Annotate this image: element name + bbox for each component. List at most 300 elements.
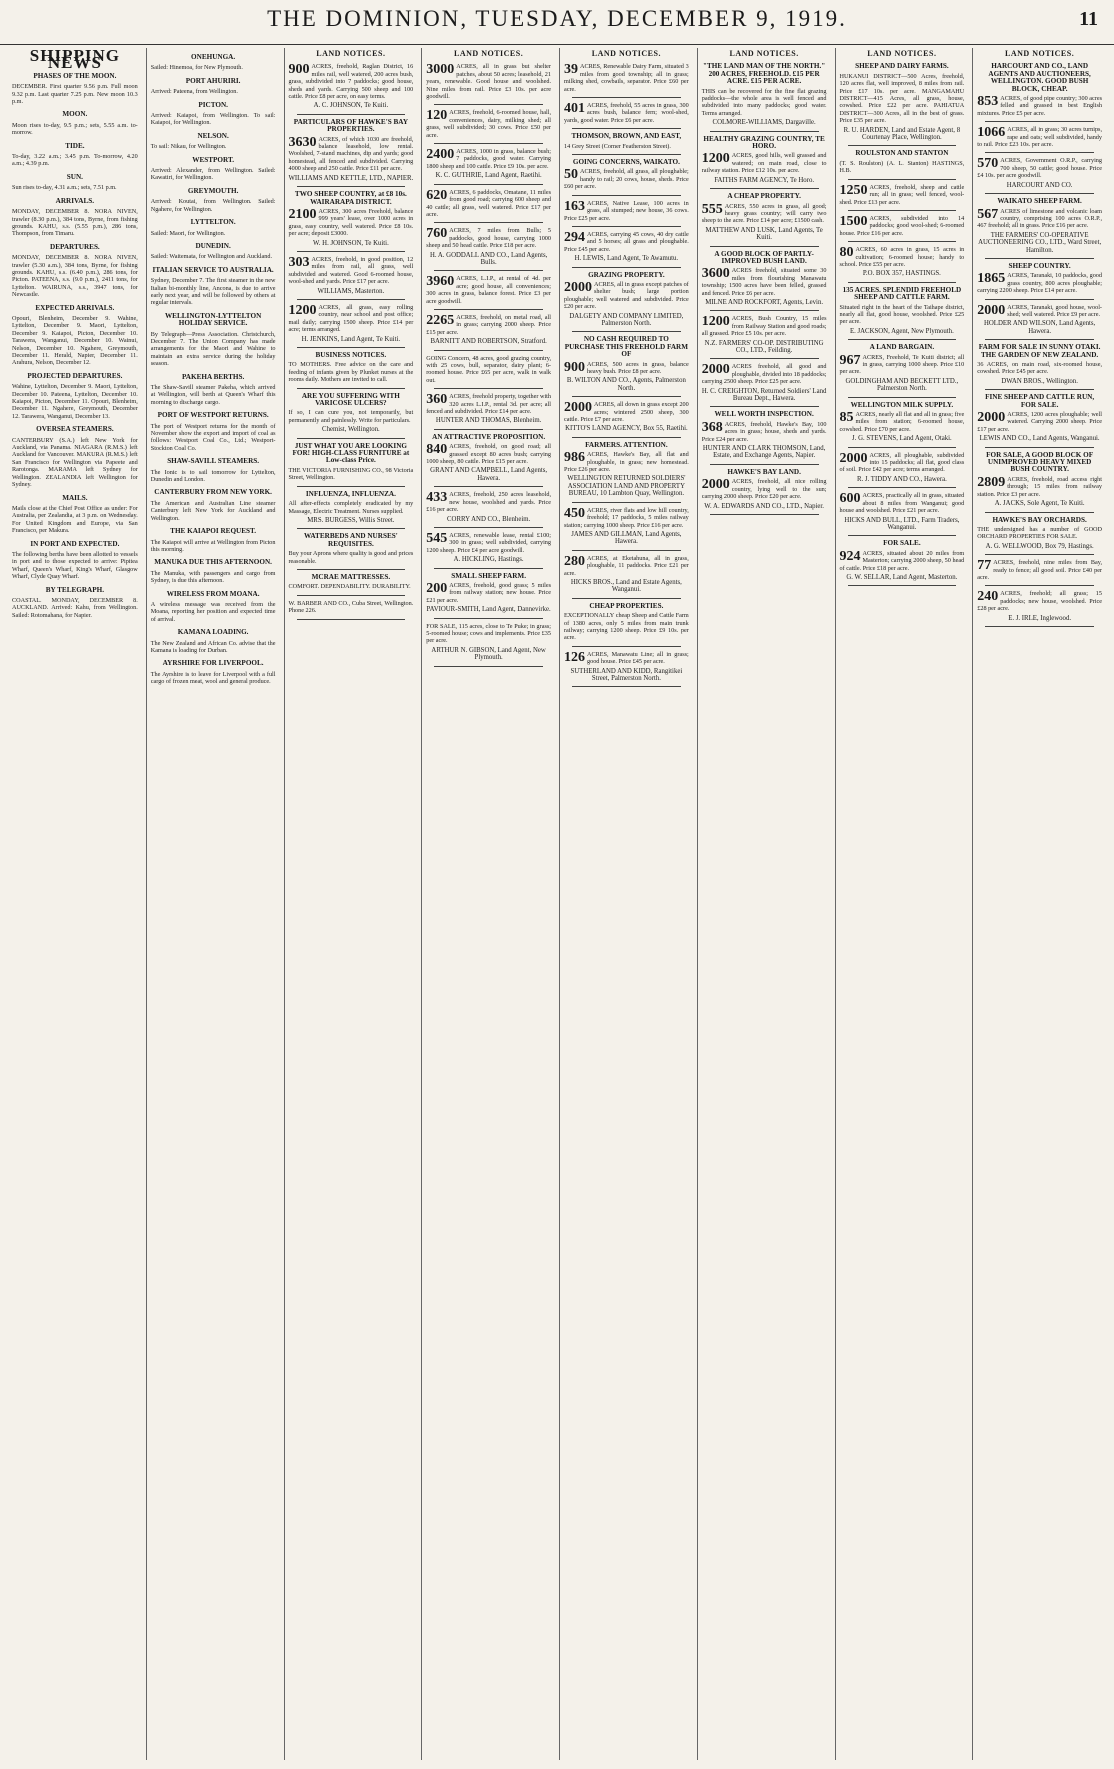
advertiser-contact: E. J. IRLE, Inglewood. <box>1008 614 1072 622</box>
advertisement-body <box>702 152 827 174</box>
advertisement-body <box>840 452 965 474</box>
acreage-figure: 600 <box>839 491 861 507</box>
land-advertisement <box>840 287 965 335</box>
advertisement-body <box>426 393 551 415</box>
land-advertisement <box>426 573 551 614</box>
newspaper-masthead <box>0 0 1114 45</box>
advertisement-body <box>840 73 965 125</box>
advertisement-text: ACRES, 300 acres Freehold, balance 999 years' lease, over 1000 acres in grass, easy country, well watered. Price £8 10s. per acre; deposit £3000. <box>288 207 414 238</box>
advertiser-contact: H. A. GODDALL AND CO., Land Agents, Bulls. <box>429 251 548 266</box>
advertisement-body <box>702 203 827 225</box>
advertisement-text: ACRES, L.I.P., at rental of 4d. per acre; good house, all conveniences; 300 acres in grass, balance forest. Price £3 per acre goodwill. <box>426 275 551 305</box>
advertisement-text: ACRES of limestone and volcanic loam country, comprising 100 acres O.R.P., 467 freehold; all in grass. Price £16 per acre. <box>977 207 1102 230</box>
news-subheading: DEPARTURES. <box>50 242 100 251</box>
land-advertisement <box>564 442 689 498</box>
divider <box>297 114 406 115</box>
divider <box>848 397 957 398</box>
acreage-figure: 1250 <box>839 182 868 198</box>
land-advertisement <box>702 469 827 510</box>
land-advertisement <box>840 184 965 206</box>
advertiser-contact: H. C. CREIGHTON, Returned Soldiers' Land Bureau Dept., Hawera. <box>701 387 827 403</box>
acreage-figure: 760 <box>426 226 448 242</box>
advertiser-contact: Chemist, Wellington. <box>322 426 380 434</box>
advertisement-heading: ARE YOU SUFFERING WITH VARICOSE ULCERS? <box>301 391 400 408</box>
divider <box>710 188 819 189</box>
advertiser-contact: PAVIOUR-SMITH, Land Agent, Dannevirke. <box>426 606 551 614</box>
divider <box>848 179 957 180</box>
acreage-figure: 545 <box>426 530 448 546</box>
news-item: To-day, 3.22 a.m.; 3.45 p.m. To-morrow, 4.20 a.m.; 4.39 p.m. <box>12 153 138 168</box>
advertisement-body <box>977 208 1102 230</box>
acreage-figure: 924 <box>839 548 861 564</box>
advertiser-contact: A. JACKS, Sole Agent, Te Kuiti. <box>994 500 1085 508</box>
acreage-figure: 163 <box>564 198 585 214</box>
advertisement-body <box>977 157 1102 179</box>
advertiser-contact: DWAN BROS., Wellington. <box>1001 377 1078 385</box>
advertiser-contact: WILLIAMS AND KETTLE, LTD., NAPIER. <box>288 174 414 182</box>
advertiser-contact: GOLDINGHAM AND BECKETT LTD., Palmerston North. <box>845 377 959 393</box>
advertisement-body <box>564 401 689 423</box>
advertisement-body <box>564 451 689 473</box>
advertisement-body <box>564 281 689 311</box>
advertisement-body <box>289 256 414 286</box>
land-advertisement <box>977 559 1102 581</box>
land-advertisement <box>702 363 827 402</box>
advertisement-heading: GOING CONCERNS, WAIKATO. <box>572 158 680 167</box>
advertisement-body <box>564 361 689 376</box>
advertisement-heading: HEALTHY GRAZING COUNTRY, TE HORO. <box>703 134 825 151</box>
acreage-figure: 2000 <box>977 302 1006 318</box>
divider <box>710 464 819 465</box>
acreage-figure: 1500 <box>839 213 868 229</box>
advertisement-body <box>702 267 827 297</box>
land-advertisement <box>426 434 551 482</box>
divider <box>434 222 543 223</box>
advertisement-text: ACRES, freehold; all grass; 15 paddocks; new house, woolshed. Price £28 per acre. <box>977 590 1102 613</box>
advertisement-text: ACRES freehold, all good and ploughable, divided into 18 paddocks; carrying 2500 sheep. Price £25 per acre. <box>701 363 827 386</box>
land-advertisement <box>564 102 689 124</box>
advertisement-text: ACRES freehold, situated some 30 miles from flourishing Manawatu township; 1500 acres have been felled, grassed and fenced. Price £6 per acre. <box>701 267 827 297</box>
advertiser-contact: A. C. JOHNSON, Te Kuiti. <box>313 102 389 110</box>
advertisement-body <box>564 651 689 666</box>
divider <box>710 358 819 359</box>
advertisement-text: ACRES, freehold, good grass; 5 miles from railway station; new house. Price £21 per acre. <box>426 581 551 604</box>
advertisement-body <box>289 600 414 615</box>
land-advertisement <box>977 126 1102 148</box>
advertisement-body <box>702 315 827 337</box>
acreage-figure: 303 <box>288 254 310 270</box>
advertisement-text: Buy your Aprons where quality is good and prices reasonable. <box>288 550 414 565</box>
advertisement-body <box>289 63 414 100</box>
news-item: COASTAL. MONDAY, DECEMBER 8. AUCKLAND. Arrived: Kahu, from Wellington. Sailed: Rotomahana, for Napier. <box>12 596 138 619</box>
land-advertisement <box>289 393 414 434</box>
advertisement-heading: "THE LAND MAN OF THE NORTH." 200 ACRES, FREEHOLD. £15 PER ACRE. £15 PER ACRE. <box>702 62 826 86</box>
advertisement-text: ACRES, freehold, on metal road, all in grass; carrying 2000 sheep. Price £15 per acre. <box>426 313 551 336</box>
acreage-figure: 567 <box>977 206 999 222</box>
acreage-figure: 200 <box>426 580 448 596</box>
divider <box>572 331 681 332</box>
advertisement-text: ACRES, freehold, road access right through; 15 miles from railway station. Price £3 per acre. <box>977 475 1102 498</box>
land-advertisement <box>289 574 414 591</box>
news-item: Moon rises to-day, 9.5 p.m.; sets, 5.55 a.m. to-morrow. <box>12 121 138 137</box>
advertisement-text: ACRES, freehold, 250 acres leasehold, new house, woolshed and yards. Price £16 per acre. <box>426 491 551 514</box>
page-columns <box>8 48 1106 1760</box>
advertiser-contact: JAMES AND GILLMAN, Land Agents, Hawera. <box>571 530 682 546</box>
divider <box>848 282 957 283</box>
advertisement-heading: HAWKE'S BAY LAND. <box>727 467 801 476</box>
news-item: The Kaiapoi will arrive at Wellington from Picton this morning. <box>150 538 276 553</box>
news-subheading: TIDE. <box>65 141 85 150</box>
divider <box>572 686 681 687</box>
advertisement-text: ACRES, all down in grass except 200 acres; wintered 2500 sheep, 300 cattle. Price £7 per acre. <box>564 401 689 424</box>
divider <box>297 486 406 487</box>
advertisement-text: ACRES, practically all in grass, situated about 8 miles from Wanganui; good house and woolshed. Price £21 per acre. <box>839 492 965 515</box>
advertisement-text: ACRES, Manawatu Line; all in grass; good house. Price £45 per acre. <box>587 650 689 666</box>
advertisement-text: THIS can be recovered for the fine flat grazing paddocks—the whole area is well fenced and subdivided into many paddocks; good water. Terms arranged. <box>701 87 827 117</box>
news-item: The Shaw-Savill steamer Pakeha, which arrived at Wellington, will berth at Queen's Wharf this morning to discharge cargo. <box>150 384 276 406</box>
news-subheading: MANUKA DUE THIS AFTERNOON. <box>154 558 272 567</box>
advertisement-body <box>564 143 689 150</box>
advertisement-body <box>977 304 1102 319</box>
advertisement-body <box>702 421 827 443</box>
advertisement-text: ACRES, at Eketahuna, all in grass, ploughable, 11 paddocks. Price £21 per acre. <box>564 554 689 577</box>
column <box>146 48 280 1760</box>
divider <box>434 309 543 310</box>
advertisement-heading: MCRAE MATTRESSES. <box>311 572 391 581</box>
acreage-figure: 853 <box>977 94 999 110</box>
advertisement-text: ACRES, freehold, Hawke's Bay, 100 acres in grass; house, sheds and yards. Price £24 per acre. <box>701 420 827 443</box>
advertisement-heading: A CHEAP PROPERTY. <box>727 192 801 201</box>
advertisement-text: ACRES, all in grass; 30 acres turnips, rape and oats; well subdivided, handy to rail. Price £23 10s. per acre. <box>977 126 1102 149</box>
column-heading: LAND NOTICES. <box>729 49 799 58</box>
advertisement-text: ACRES, all grass, easy rolling country, near school and post office; mail daily; carrying 1500 sheep. Price £14 per acre; terms arranged. <box>288 303 414 334</box>
advertisement-heading: FINE SHEEP AND CATTLE RUN, FOR SALE. <box>985 393 1095 409</box>
advertisement-heading: BUSINESS NOTICES. <box>315 351 387 359</box>
advertiser-contact: HUNTER AND THOMAS, Blenheim. <box>435 417 542 425</box>
acreage-figure: 2400 <box>426 147 455 163</box>
news-item: The New Zealand and African Co. advise that the Kamana is loading for Durban. <box>150 639 276 654</box>
news-subheading: WIRELESS FROM MOANA. <box>166 589 260 598</box>
advertiser-contact: HUNTER AND CLARK THOMSON, Land, Estate, and Exchange Agents, Napier. <box>702 445 826 460</box>
acreage-figure: 433 <box>426 490 448 506</box>
advertisement-heading: A GOOD BLOCK OF PARTLY-IMPROVED BUSH LAND. <box>714 249 814 265</box>
advertisement-text: ACRES, freehold, Raglan District, 16 miles rail, well watered, 200 acres bush, grass, subdivided into 7 paddocks; good house, sheds and yards. Carrying 500 sheep and 100 cattle. Price £8 per acre, on easy terms. <box>288 63 414 101</box>
advertiser-contact: E. JACKSON, Agent, New Plymouth. <box>849 327 954 335</box>
acreage-figure: 85 <box>839 410 854 426</box>
divider <box>710 131 819 132</box>
land-advertisement <box>426 148 551 180</box>
acreage-figure: 126 <box>564 649 585 665</box>
acreage-figure: 3000 <box>426 62 455 78</box>
land-advertisement <box>977 198 1102 254</box>
land-advertisement <box>289 600 414 615</box>
divider <box>297 569 406 570</box>
advertisement-text: ACRES, freehold, 6-roomed house, hall, conveniences, dairy, milking shed; all grass, well subdivided; 30 cows. Price £50 per acre. <box>426 109 551 139</box>
advertisement-body <box>289 500 414 515</box>
advertiser-contact: CORRY AND CO., Blenheim. <box>447 515 531 523</box>
divider <box>572 502 681 503</box>
column <box>421 48 555 1760</box>
advertisement-text: 36 ACRES, on main road, six-roomed house, cowshed. Price £45 per acre. <box>977 361 1102 376</box>
land-advertisement <box>977 517 1102 551</box>
land-advertisement <box>840 150 965 174</box>
advertiser-contact: R. J. TIDDY AND CO., Hawera. <box>856 475 947 483</box>
advertiser-contact: WELLINGTON RETURNED SOLDIERS' ASSOCIATION LAND AND PROPERTY BUREAU, 10 Lambton Quay, Wellington. <box>567 475 686 498</box>
advertisement-heading: FOR SALE, A GOOD BLOCK OF UNIMPROVED HEAVY MIXED BUSH COUNTRY. <box>986 450 1094 474</box>
advertiser-contact: LEWIS AND CO., Land Agents, Wanganui. <box>979 435 1100 443</box>
acreage-figure: 570 <box>977 156 999 172</box>
land-advertisement <box>564 63 689 93</box>
advertisement-heading: AN ATTRACTIVE PROPOSITION. <box>432 432 546 441</box>
advertisement-text: ACRES, all ploughable, subdivided into 15 paddocks; all flat, good class of soil. Price £42 per acre; terms arranged. <box>839 451 965 474</box>
advertisement-body <box>977 95 1102 117</box>
news-subheading: BY TELEGRAPH. <box>45 585 105 594</box>
column-heading: LAND NOTICES. <box>316 49 386 58</box>
divider <box>985 339 1094 340</box>
advertisement-body <box>426 148 551 170</box>
divider <box>434 568 543 569</box>
column-heading: LAND NOTICES. <box>454 49 524 58</box>
advertiser-contact: R. U. HARDEN, Land and Estate Agent, 8 Courtenay Place, Wellington. <box>843 126 961 142</box>
advertisement-heading: TWO SHEEP COUNTRY, at £8 10s. WAIRARAPA DISTRICT. <box>294 190 407 206</box>
acreage-figure: 2000 <box>701 362 730 378</box>
advertisement-body <box>840 215 965 237</box>
advertisement-text: TO MOTHERS. Free advice on the care and feeding of infants given by Plunket nurses at the rooms daily. Mothers are invited to call. <box>288 361 414 384</box>
advertisement-text: W. BARBER AND CO., Cuba Street, Wellington. Phone 226. <box>288 599 414 615</box>
acreage-figure: 840 <box>426 442 448 458</box>
column <box>697 48 831 1760</box>
news-item: Sailed: Waitemata, for Wellington and Auckland. <box>150 253 273 261</box>
advertisement-text: All after-effects completely eradicated by my Massage, Electric Treatment. Nurses supplied. <box>288 500 414 515</box>
advertisement-body <box>426 189 551 219</box>
advertisement-text: ACRES, Bush Country, 15 miles from Railway Station and good roads; all grassed. Price £5 10s. per acre. <box>701 315 827 338</box>
advertisement-text: ACRES, good hills, well grassed and watered; on main road, close to railway station. Price £12 10s. per acre. <box>701 152 827 175</box>
advertisement-body <box>840 304 965 326</box>
land-advertisement <box>289 533 414 565</box>
news-subheading: MAILS. <box>62 493 88 502</box>
advertisement-text: ACRES, carrying 45 cows, 40 dry cattle and 5 horses; all grass and ploughable. Price £45 per acre. <box>564 230 689 253</box>
advertisement-text: ACRES, freehold, all nice rolling country, lying well to the sun; carrying 2000 sheep. Price £20 per acre. <box>701 478 827 501</box>
divider <box>572 598 681 599</box>
divider <box>297 299 406 300</box>
divider <box>848 241 957 242</box>
land-advertisement <box>840 402 965 443</box>
divider <box>572 128 681 129</box>
advertiser-contact: W. A. EDWARDS AND CO., LTD., Napier. <box>704 502 824 510</box>
advertisement-body <box>840 160 965 175</box>
news-item: A wireless message was received from the Moana, reporting her position and expected time of arrival. <box>150 600 276 623</box>
advertisement-text: ACRES, 1200 acres ploughable; well watered. Carrying 2000 sheep. Price £17 per acre. <box>977 411 1102 433</box>
news-item: Sydney, December 7. The first steamer in the new Italian bi-monthly line, Ancona, is due to arrive early next year, and will be followed by others at regular intervals. <box>150 277 276 307</box>
acreage-figure: 401 <box>564 101 585 117</box>
advertisement-text: ACRES, river flats and low hill country, freehold; 17 paddocks, 5 miles railway station; carrying 1000 sheep. Price £16 per acre. <box>564 506 689 529</box>
advertiser-contact: P.O. BOX 357, HASTINGS. <box>862 270 941 278</box>
advertisement-text: ACRES, Native Lease, 100 acres in grass, all stumped; new house, 36 cows. Price £25 per acre. <box>564 199 689 222</box>
news-item: The Ionic is to sail tomorrow for Lyttelton, Dunedin and London. <box>150 468 276 484</box>
advertiser-contact: GRANT AND CAMPBELL, Land Agents, Hawera. <box>430 467 548 482</box>
divider <box>434 270 543 271</box>
news-item: The following berths have been allotted to vessels in port and to those expected to arrive: Pipitea Wharf, Queen's Wharf, King's Wharf, Glasgow Wharf, Clyde Quay Wharf. <box>12 550 138 581</box>
advertisement-text: ACRES, 6 paddocks, Omatane, 11 miles from good road; carrying 600 sheep and 40 cattle; all grass, well watered. Price £17 per acre. <box>426 188 551 218</box>
land-advertisement <box>289 191 414 247</box>
advertisement-text: ACRES, freehold, 55 acres in grass, 300 acres bush, balance fern; wool-shed, yards, good water. Price £6 per acre. <box>564 102 689 124</box>
news-item: DECEMBER. First quarter 9.56 p.m. Full moon 9.32 p.m. Last quarter 7.25 p.m. New moon 10.3 p.m. <box>12 83 138 106</box>
advertisement-body <box>426 314 551 336</box>
news-item: Arrived: Koutai, from Wellington. Sailed: Ngahere, for Wellington. <box>150 198 276 213</box>
acreage-figure: 360 <box>426 392 448 408</box>
acreage-figure: 1200 <box>288 302 317 318</box>
advertisement-text: ACRES, freehold, on good road; all grassed except 80 acres bush; carrying 1000 sheep, 80 cattle. Price £15 per acre. <box>426 443 551 466</box>
land-advertisement <box>840 344 965 392</box>
divider <box>848 535 957 536</box>
advertisement-body <box>289 136 414 173</box>
divider <box>848 145 957 146</box>
land-advertisement <box>426 63 551 100</box>
divider <box>572 437 681 438</box>
advertiser-contact: KITTO'S LAND AGENCY, Box 55, Raetihi. <box>565 425 688 433</box>
divider <box>985 626 1094 627</box>
land-advertisement <box>564 231 689 263</box>
land-advertisement <box>702 193 827 241</box>
advertisement-text: THE undersigned has a number of GOOD ORCHARD PROPERTIES FOR SALE. <box>977 525 1102 541</box>
advertisement-text: ACRES, nearly all flat and all in grass; five miles from station; 6-roomed house, cowshed. Price £70 per acre. <box>839 411 965 433</box>
advertisement-text: ACRES, renewable lease, rental £100; 300 in grass; well subdivided, carrying 1200 sheep. Price £4 per acre goodwill. <box>426 531 551 554</box>
news-item: The American and Australian Line steamer Canterbury left New York for Auckland and Wellington. <box>150 499 276 522</box>
divider <box>572 267 681 268</box>
news-item: CANTERBURY (S.A.) left New York for Auckland, via Panama. NIAGARA (R.M.S.) left Auckland for Vancouver. MAKURA (R.M.S.) left San Francisco for Wellington via Papeete and Rarotonga. MARAMA left Sydney for Wellington. ZEALANDIA left Wellington for Sydney. <box>12 436 138 489</box>
land-advertisement <box>840 246 965 278</box>
divider <box>434 184 543 185</box>
advertiser-contact: SUTHERLAND AND KIDD, Rangitikei Street, Palmerston North. <box>570 667 683 682</box>
land-advertisement <box>289 443 414 482</box>
advertisement-heading: A LAND BARGAIN. <box>869 343 935 352</box>
advertiser-contact: H. JENKINS, Land Agent, Te Kuiti. <box>301 335 401 343</box>
acreage-figure: 900 <box>288 62 310 78</box>
advertiser-contact: DALGETY AND COMPANY LIMITED, Palmerston North. <box>569 312 684 327</box>
advertiser-contact: BARNITT AND ROBERTSON, Stratford. <box>430 338 547 346</box>
land-advertisement <box>702 315 827 354</box>
news-subheading: ONEHUNGA. <box>191 53 236 61</box>
land-advertisement <box>564 133 689 150</box>
divider <box>572 97 681 98</box>
divider <box>434 527 543 528</box>
land-advertisement <box>840 492 965 531</box>
news-item: Opouri, Blenheim, December 9. Wahine, Lyttelton, December 9. Maori, Lyttelton, December 9. Kaiapoi, Picton, December 10. Tarawera, Wanganui, December 10. Wainui, Nelson, December 10. Ngahere, Greymouth, December 11. Herald, Napier, December 11. Arahura, Nelson, December 12. <box>12 314 138 367</box>
land-advertisement <box>702 136 827 184</box>
land-advertisement <box>289 352 414 384</box>
advertisement-text: ACRES, of which 1030 are freehold, balance leasehold, low rental. Woolshed, 7-stand machines, dip and yards; good homestead, all fenced and subdivided. Carrying 4000 sheep and 250 cattle. Price £11 per acre. <box>288 135 414 173</box>
advertisement-body <box>977 126 1102 148</box>
advertisement-body <box>977 272 1102 294</box>
divider <box>297 528 406 529</box>
acreage-figure: 1200 <box>701 314 730 330</box>
land-advertisement <box>426 355 551 385</box>
advertisement-text: ACRES, Taranaki, 10 paddocks, good grass country, 800 acres ploughable; carrying 2200 sheep. Price £14 per acre. <box>977 272 1102 295</box>
acreage-figure: 3600 <box>701 266 730 282</box>
column-heading: LAND NOTICES. <box>867 49 937 58</box>
advertiser-contact: FAITHS FARM AGENCY, Te Horo. <box>714 176 815 184</box>
news-subheading: AYRSHIRE FOR LIVERPOOL. <box>162 659 264 668</box>
divider <box>434 143 543 144</box>
land-advertisement <box>840 452 965 484</box>
acreage-figure: 3630 <box>288 134 317 150</box>
advertisement-heading: FOR SALE. <box>883 539 921 548</box>
advertisement-text: ACRES, all in grass except patches of shelter bush; large portion ploughable; well watered and subdivided. Price £20 per acre. <box>564 280 689 311</box>
acreage-figure: 2809 <box>977 474 1006 490</box>
advertiser-contact: HICKS AND BULL, LTD., Farm Traders, Wanganui. <box>844 516 960 531</box>
advertisement-text: ACRES, freehold, all grass, all ploughable; handy to rail; 20 cows, house, sheds. Price £60 per acre. <box>564 168 689 191</box>
acreage-figure: 1066 <box>977 125 1006 141</box>
advertisement-body <box>840 550 965 572</box>
divider <box>985 193 1094 194</box>
news-subheading: ITALIAN SERVICE TO AUSTRALIA. <box>152 265 274 274</box>
advertisement-body <box>977 476 1102 498</box>
divider <box>572 195 681 196</box>
advertisement-heading: 135 ACRES. SPLENDID FREEHOLD SHEEP AND CATTLE FARM. <box>842 285 962 302</box>
advertisement-text: ACRES, freehold, nine miles from Bay, ready to fence; all good soil. Price £40 per acre. <box>977 559 1102 581</box>
newspaper-title: THE DOMINION, TUESDAY, DECEMBER 9, 1919. <box>267 6 847 31</box>
advertisement-text: HUKANUI DISTRICT—500 Acres, freehold, 120 acres flat, well improved, 8 miles from rail. Price £17 10s. per acre. MANGAMAHU DISTRICT—415 Acres, all grass, house, cowshed. Price £22 per acre. PAHIATUA DISTRICT—300 Acres, all in the best of grass. Price £35 per acre. <box>839 72 965 125</box>
advertisement-heading: GRAZING PROPERTY. <box>588 270 665 279</box>
advertisement-text: ACRES, Freehold, Te Kuiti district; all in grass, carrying 1000 sheep. Price £10 per acre. <box>839 353 965 376</box>
advertisement-body <box>702 363 827 385</box>
advertisement-text: GOING Concern, 48 acres, good grazing country, with 25 cows, bull, separator, dairy plant; 6-roomed house. Price £65 per acre, walk in walk out. <box>426 354 551 384</box>
divider <box>572 226 681 227</box>
advertisement-text: (T. S. Roulston) (A. L. Stanton) HASTINGS, H.B. <box>839 159 965 175</box>
acreage-figure: 2000 <box>564 279 592 295</box>
news-subheading: PORT AHURIRI. <box>185 76 241 85</box>
acreage-figure: 1200 <box>701 151 730 167</box>
land-advertisement <box>977 157 1102 189</box>
acreage-figure: 50 <box>564 167 578 183</box>
advertiser-contact: MILNE AND ROCKFORT, Agents, Levin. <box>705 298 824 306</box>
page-number: 11 <box>1079 8 1098 30</box>
land-advertisement <box>977 344 1102 385</box>
advertiser-contact: W. H. JOHNSON, Te Kuiti. <box>312 239 389 247</box>
advertiser-contact: HICKS BROS., Land and Estate Agents, Wanganui. <box>570 578 682 594</box>
advertisement-body <box>977 361 1102 376</box>
divider <box>572 550 681 551</box>
land-advertisement <box>426 275 551 305</box>
news-subheading: DUNEDIN. <box>195 241 231 250</box>
land-advertisement <box>702 251 827 307</box>
advertisement-body <box>289 304 414 334</box>
advertisement-body <box>426 532 551 554</box>
advertisement-text: ACRES, 60 acres in grass, 15 acres in cultivation; 6-roomed house; handy to school. Price £55 per acre. <box>839 246 965 268</box>
advertisement-text: THE VICTORIA FURNISHING CO., 98 Victoria Street, Wellington. <box>288 466 414 482</box>
advertisement-body <box>564 168 689 190</box>
acreage-figure: 77 <box>977 558 992 574</box>
advertisement-heading: WELLINGTON MILK SUPPLY. <box>850 400 954 409</box>
advertiser-contact: ARTHUR N. GIBSON, Land Agent, New Plymouth. <box>431 646 546 662</box>
advertisement-body <box>840 354 965 376</box>
news-item: Arrived: Pateena, from Wellington. <box>150 88 238 96</box>
column-heading: LAND NOTICES. <box>1005 49 1075 58</box>
advertisement-text: ACRES, freehold property, together with 320 acres L.I.P., rental 3d. per acre; all fenced and subdivided. Price £14 per acre. <box>426 393 551 416</box>
advertisement-heading: PARTICULARS OF HAWKE'S BAY PROPERTIES. <box>293 117 409 134</box>
advertisement-body <box>426 63 551 100</box>
news-subheading: WELLINGTON-LYTTELTON HOLIDAY SERVICE. <box>164 311 262 328</box>
advertisement-body <box>702 88 827 118</box>
divider <box>297 251 406 252</box>
news-item: Wahine, Lyttelton, December 9. Maori, Lyttelton, December 10. Pateena, Lyttelton, December 10. Kaiapoi, Picton, December 11. Opouri, Blenheim, December 11. Ngahere, Greymouth, December 12. Tarawera, Wanganui, December 13. <box>12 383 138 420</box>
advertisement-text: ACRES, Renewable Dairy Farm, situated 3 miles from good township; all in grass; milking shed, cowbails, separator. Price £60 per acre. <box>564 63 689 93</box>
news-item: MONDAY, DECEMBER 8. NORA NIVEN, trawler (8.30 p.m.), 384 tons, Byrne, from fishing grounds. KAHU, s.s. (5.55 p.m.), 286 tons, Thompson, from Timaru. <box>12 208 138 238</box>
divider <box>297 619 406 620</box>
land-advertisement <box>426 532 551 564</box>
advertiser-contact: WILLIAMS, Masterton. <box>317 287 385 295</box>
acreage-figure: 900 <box>564 359 585 375</box>
